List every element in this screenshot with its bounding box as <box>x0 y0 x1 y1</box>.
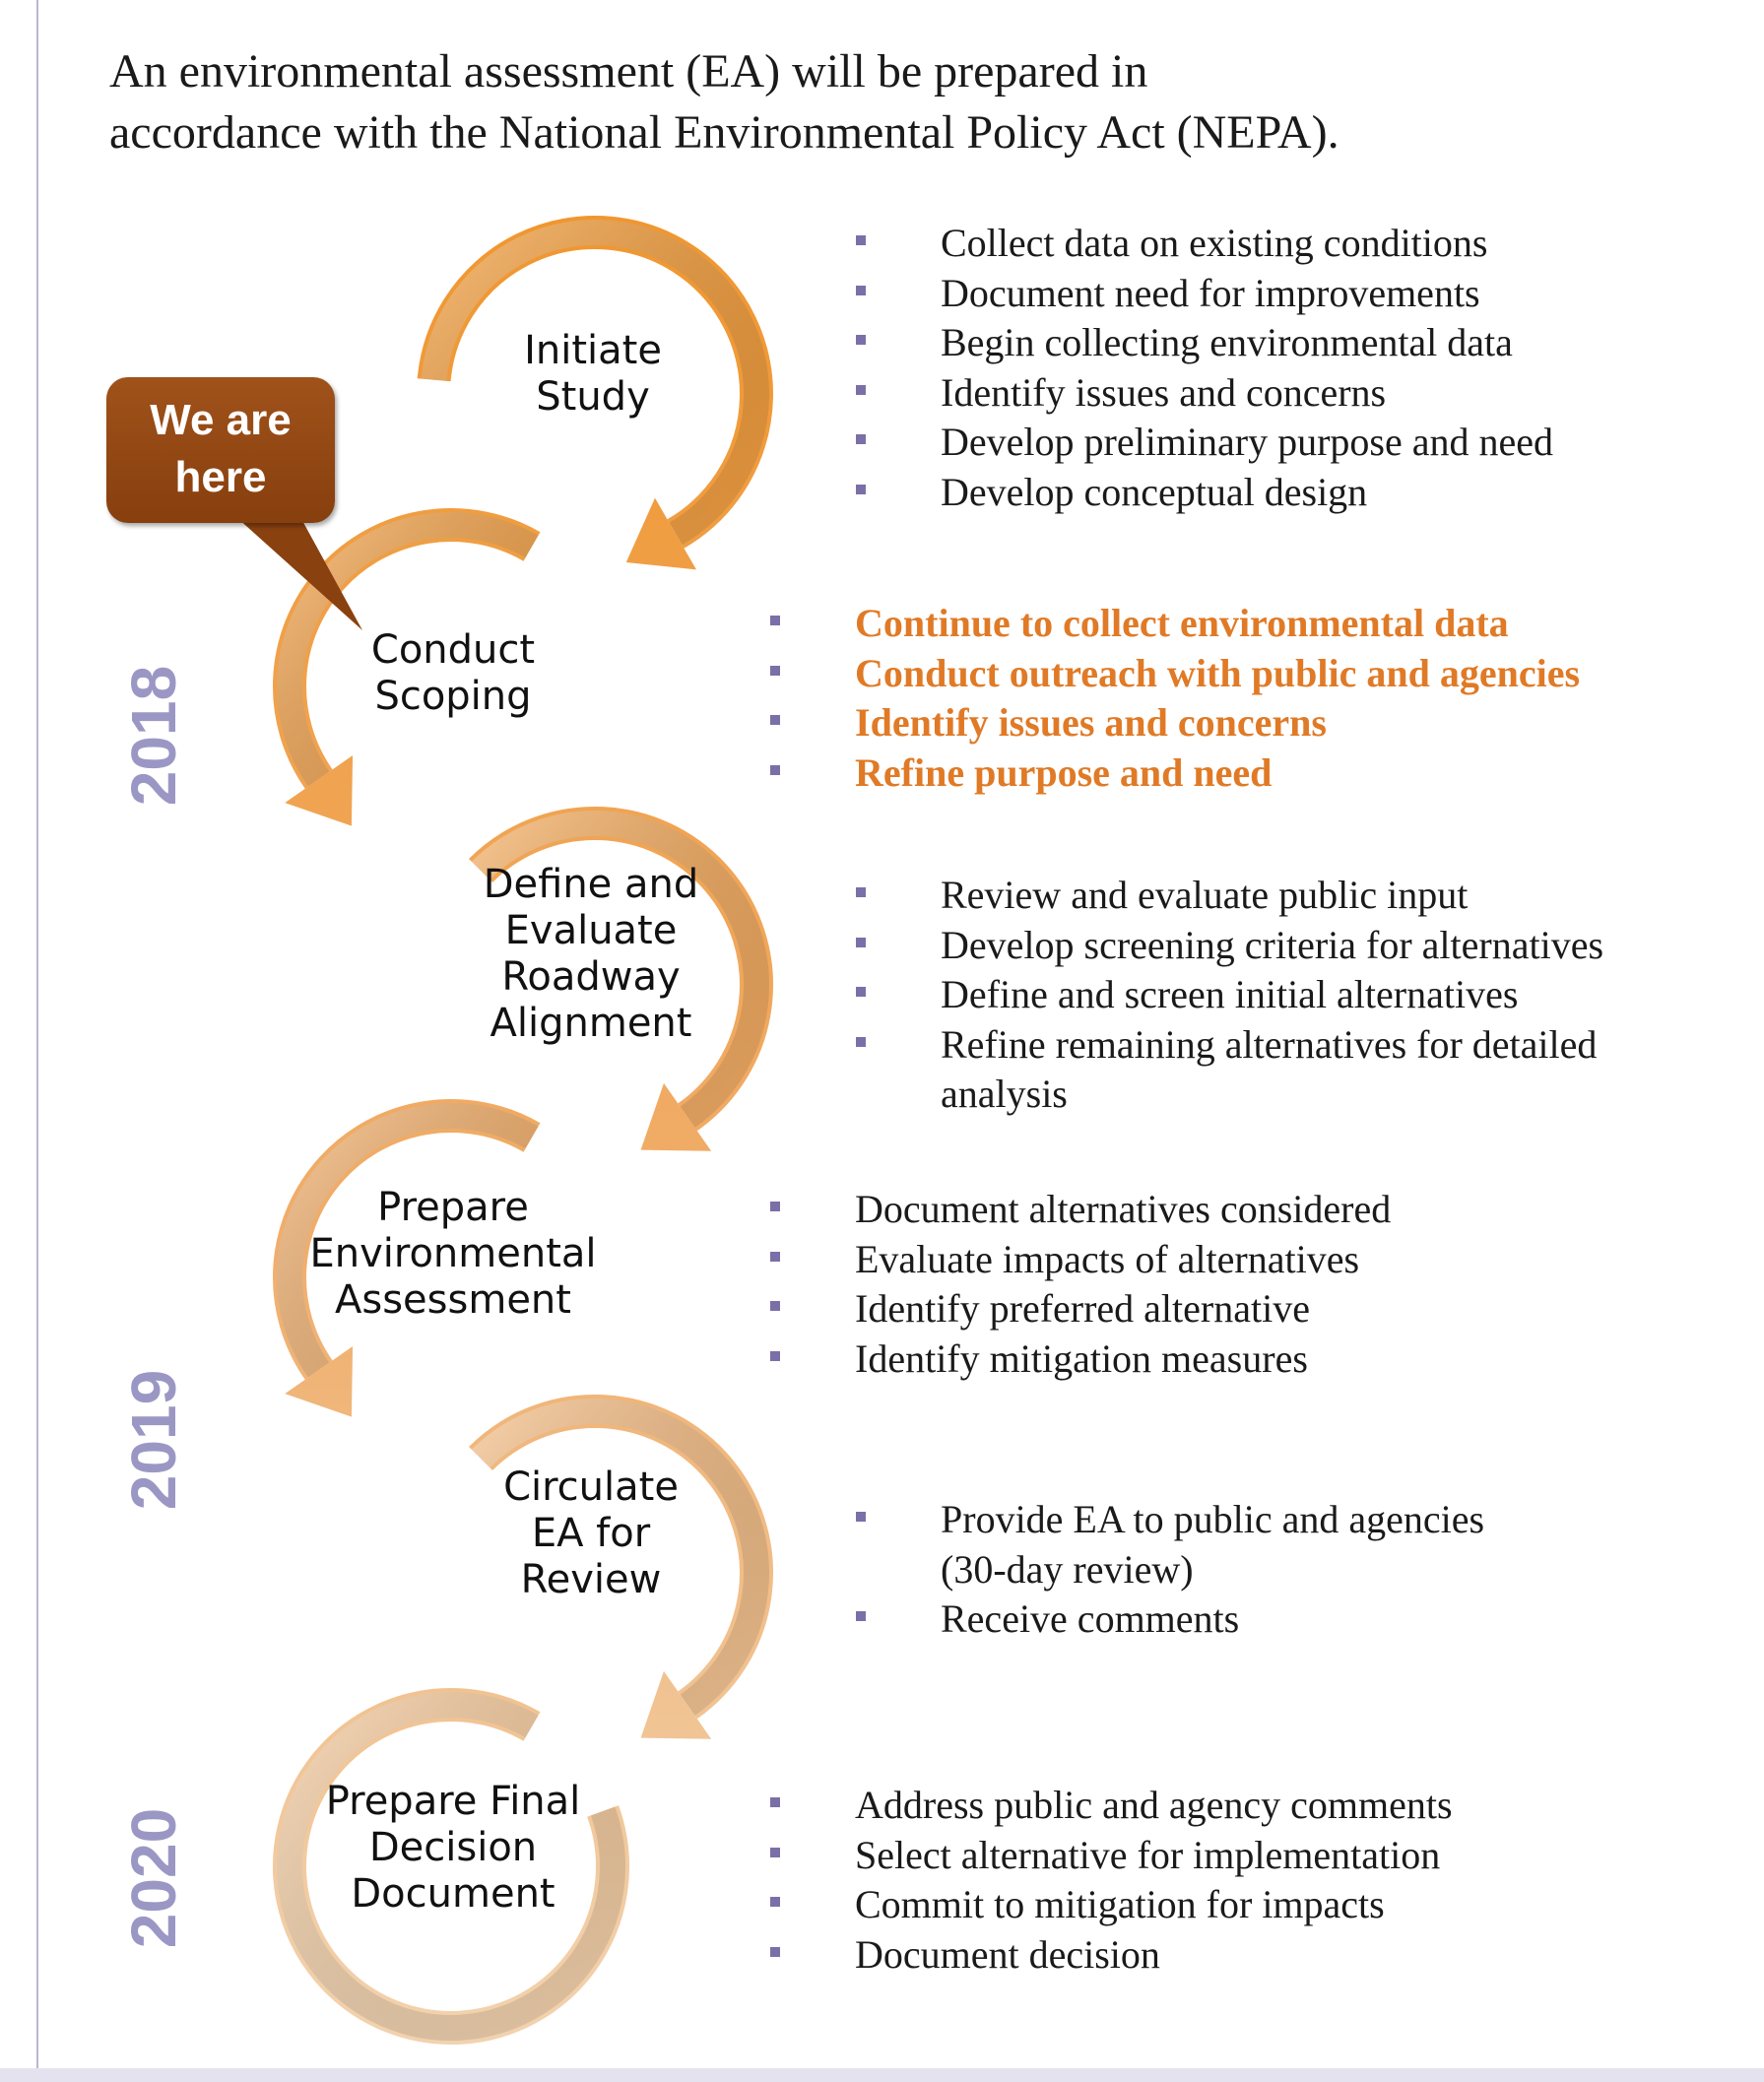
bullet-square-icon <box>770 1252 780 1262</box>
bullet-square-icon <box>770 666 780 676</box>
list-item <box>770 1185 1391 1235</box>
step-prepare-ea <box>286 1185 621 1324</box>
bullet-square-icon <box>856 434 866 444</box>
list-item <box>856 269 1553 319</box>
bullet-square-icon <box>856 887 866 897</box>
intro-line-2: accordance with the National Environmental Policy Act (NEPA). <box>109 106 1339 159</box>
list-item <box>770 1781 1453 1831</box>
bullet-square-icon <box>856 1512 866 1522</box>
callout-line-1: We are <box>150 396 292 444</box>
list-item <box>856 468 1553 518</box>
list-item-text: Document decision <box>855 1931 1160 1977</box>
list-item <box>770 649 1580 699</box>
list-item-text: Identify mitigation measures <box>855 1335 1308 1381</box>
bullet-square-icon <box>770 1848 780 1857</box>
list-item-text: Develop preliminary purpose and need <box>941 420 1554 464</box>
bullet-square-icon <box>770 1351 780 1361</box>
bullet-square-icon <box>770 1797 780 1807</box>
step-prepare-final-decision <box>295 1779 611 1918</box>
list-item-text: Evaluate impacts of alternatives <box>855 1236 1360 1281</box>
list-item-text: Document need for improvements <box>941 270 1480 315</box>
list-item <box>856 418 1553 468</box>
list-item-text: Identify issues and concerns <box>941 369 1387 415</box>
step-conduct-scoping <box>335 627 571 720</box>
step-label-text: Conduct Scoping <box>370 627 536 719</box>
list-item-text: Refine remaining alternatives for detailed analysis <box>941 1021 1598 1116</box>
list-item <box>770 1880 1453 1930</box>
list-item-text: Identify preferred alternative <box>855 1286 1310 1331</box>
bullet-list-final-decision <box>770 1781 1453 1980</box>
list-item-text: Continue to collect environmental data <box>855 601 1509 645</box>
bullet-square-icon <box>770 1202 780 1211</box>
list-item-text: Refine purpose and need <box>855 749 1273 795</box>
we-are-here-callout <box>106 377 335 523</box>
list-item-text: Begin collecting environmental data <box>941 320 1513 364</box>
list-item <box>856 1495 1484 1594</box>
list-item-text: Conduct outreach with public and agencies <box>855 650 1581 695</box>
bullet-square-icon <box>856 987 866 997</box>
bullet-square-icon <box>856 235 866 245</box>
intro-line-1: An environmental assessment (EA) will be prepared in <box>109 45 1148 98</box>
list-item <box>770 1930 1453 1981</box>
list-item-text: Address public and agency comments <box>855 1783 1453 1827</box>
list-item <box>770 1284 1391 1334</box>
step-label-text: Prepare Final Decision Document <box>325 1779 581 1917</box>
step-label-text: Define and Evaluate Roadway Alignment <box>483 862 699 1046</box>
list-item <box>770 1334 1391 1385</box>
list-item-text: Receive comments <box>941 1596 1240 1641</box>
bullet-square-icon <box>856 485 866 494</box>
list-item <box>856 368 1553 419</box>
list-item <box>770 1831 1453 1881</box>
year-label-2019: 2019 <box>118 1369 190 1511</box>
bullet-square-icon <box>856 335 866 345</box>
list-item <box>856 871 1603 921</box>
list-item-text: Collect data on existing conditions <box>941 221 1488 265</box>
callout-line-2: here <box>174 453 267 501</box>
list-item <box>856 318 1553 368</box>
list-item <box>770 1235 1391 1285</box>
bullet-square-icon <box>770 715 780 725</box>
bullet-square-icon <box>770 765 780 775</box>
list-item-text: Provide EA to public and agencies (30-day review) <box>941 1497 1485 1592</box>
bullet-square-icon <box>770 1301 780 1311</box>
step-label-text: Initiate Study <box>524 328 662 420</box>
list-item <box>856 1020 1603 1120</box>
bullet-list-initiate-study <box>856 219 1553 517</box>
bullet-square-icon <box>856 938 866 947</box>
bullet-square-icon <box>770 616 780 625</box>
year-label-2018: 2018 <box>118 665 190 807</box>
bullet-square-icon <box>856 1037 866 1047</box>
list-item <box>856 970 1603 1020</box>
list-item-text: Review and evaluate public input <box>941 873 1469 917</box>
list-item <box>770 599 1580 649</box>
list-item-text: Develop conceptual design <box>941 469 1368 514</box>
bullet-square-icon <box>770 1947 780 1957</box>
bullet-list-prepare-ea <box>770 1185 1391 1384</box>
bullet-square-icon <box>856 286 866 295</box>
list-item-text: Select alternative for implementation <box>855 1832 1441 1877</box>
list-item <box>770 698 1580 748</box>
list-item <box>856 1594 1484 1645</box>
step-label-text: Prepare Environmental Assessment <box>309 1185 597 1323</box>
list-item-text: Commit to mitigation for impacts <box>855 1882 1385 1926</box>
bullet-square-icon <box>770 1897 780 1907</box>
year-label-2020: 2020 <box>118 1807 190 1949</box>
list-item-text: Document alternatives considered <box>855 1187 1392 1231</box>
list-item <box>770 748 1580 799</box>
list-item-text: Identify issues and concerns <box>855 700 1327 745</box>
list-item <box>856 219 1553 269</box>
bullet-square-icon <box>856 385 866 395</box>
bullet-square-icon <box>856 1611 866 1621</box>
bullet-list-conduct-scoping <box>770 599 1580 798</box>
bullet-list-circulate-ea <box>856 1495 1484 1645</box>
bullet-list-define-evaluate <box>856 871 1603 1120</box>
step-label-text: Circulate EA for Review <box>503 1464 679 1602</box>
list-item <box>856 921 1603 971</box>
step-define-evaluate-alignment <box>443 862 739 1047</box>
step-circulate-ea <box>458 1464 724 1603</box>
step-initiate-study <box>475 328 711 421</box>
list-item-text: Define and screen initial alternatives <box>941 972 1519 1016</box>
list-item-text: Develop screening criteria for alternatives <box>941 922 1604 967</box>
